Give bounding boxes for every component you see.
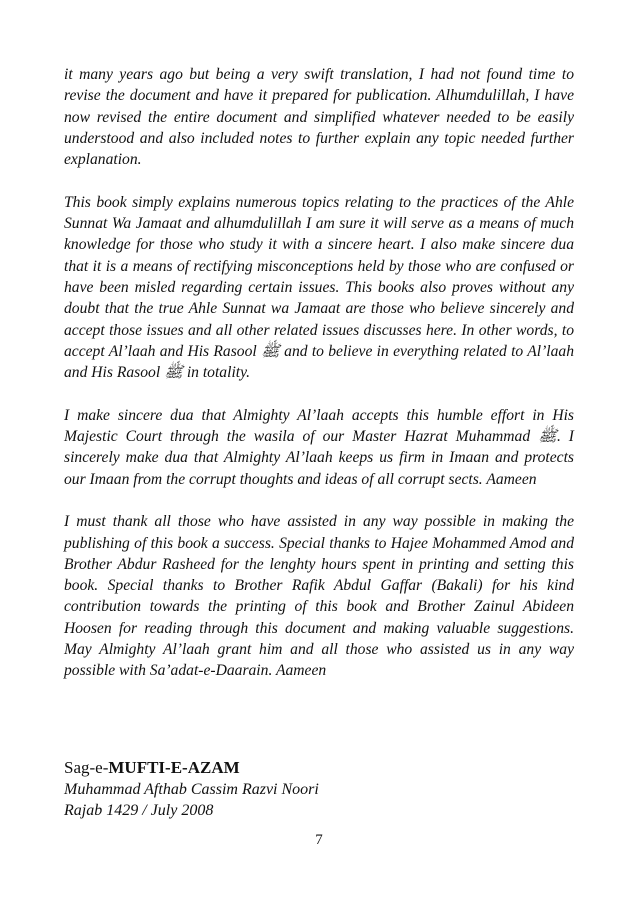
signature-title: MUFTI-E-AZAM bbox=[108, 758, 240, 777]
signature-prefix: Sag-e- bbox=[64, 758, 109, 777]
signature-block bbox=[64, 757, 574, 822]
body-text bbox=[64, 64, 574, 682]
page-number: 7 bbox=[315, 832, 323, 848]
signature-title-line bbox=[64, 757, 574, 779]
paragraph-intro: it many years ago but being a very swift translation, I had not found time to revise the document and have it prepared for publication. Alhumdulillah, I have now revised the entire document and simplified whatever needed to be easily understood and also included notes to further explain any topic needed further explanation. bbox=[64, 66, 574, 169]
signature-name: Muhammad Afthab Cassim Razvi Noori bbox=[64, 780, 319, 798]
paragraph-book-summary: This book simply explains numerous topics relating to the practices of the Ahle Sunnat Wa Jamaat and alhumdulillah I am sure it will serve as a means of much knowledge for those who study it with a sincere heart. I also make sincere dua that it is a means of rectifying misconceptions held by those who are confused or have been misled regarding certain issues. This books also proves without any doubt that the true Ahle Sunnat wa Jamaat are those who believe sincerely and accept those issues and all other related issues discusses here. In other words, to accept Al’laah and His Rasool ﷺ and to believe in everything related to Al’laah and His Rasool ﷺ in totality. bbox=[64, 193, 574, 382]
paragraph-thanks: I must thank all those who have assisted in any way possible in making the publishing of this book a success. Special thanks to Hajee Mohammed Amod and Brother Abdur Rasheed for the lenghty hours spent in printing and setting this book. Special thanks to Brother Rafik Abdul Gaffar (Bakali) for his kind contribution towards the printing of this book and Brother Zainul Abideen Hoosen for reading through this document and making valuable suggestions. May Almighty Al’laah grant him and all those who assisted us in any way possible with Sa’adat-e-Daarain. Aameen bbox=[64, 513, 574, 680]
paragraph-dua: I make sincere dua that Almighty Al’laah accepts this humble effort in His Majestic Court through the wasila of our Master Hazrat Muhammad ﷺ. I sincerely make dua that Almighty Al’laah keeps us firm in Imaan and protects our Imaan from the corrupt thoughts and ideas of all corrupt sects. Aameen bbox=[64, 406, 574, 488]
signature-date: Rajab 1429 / July 2008 bbox=[64, 802, 214, 819]
